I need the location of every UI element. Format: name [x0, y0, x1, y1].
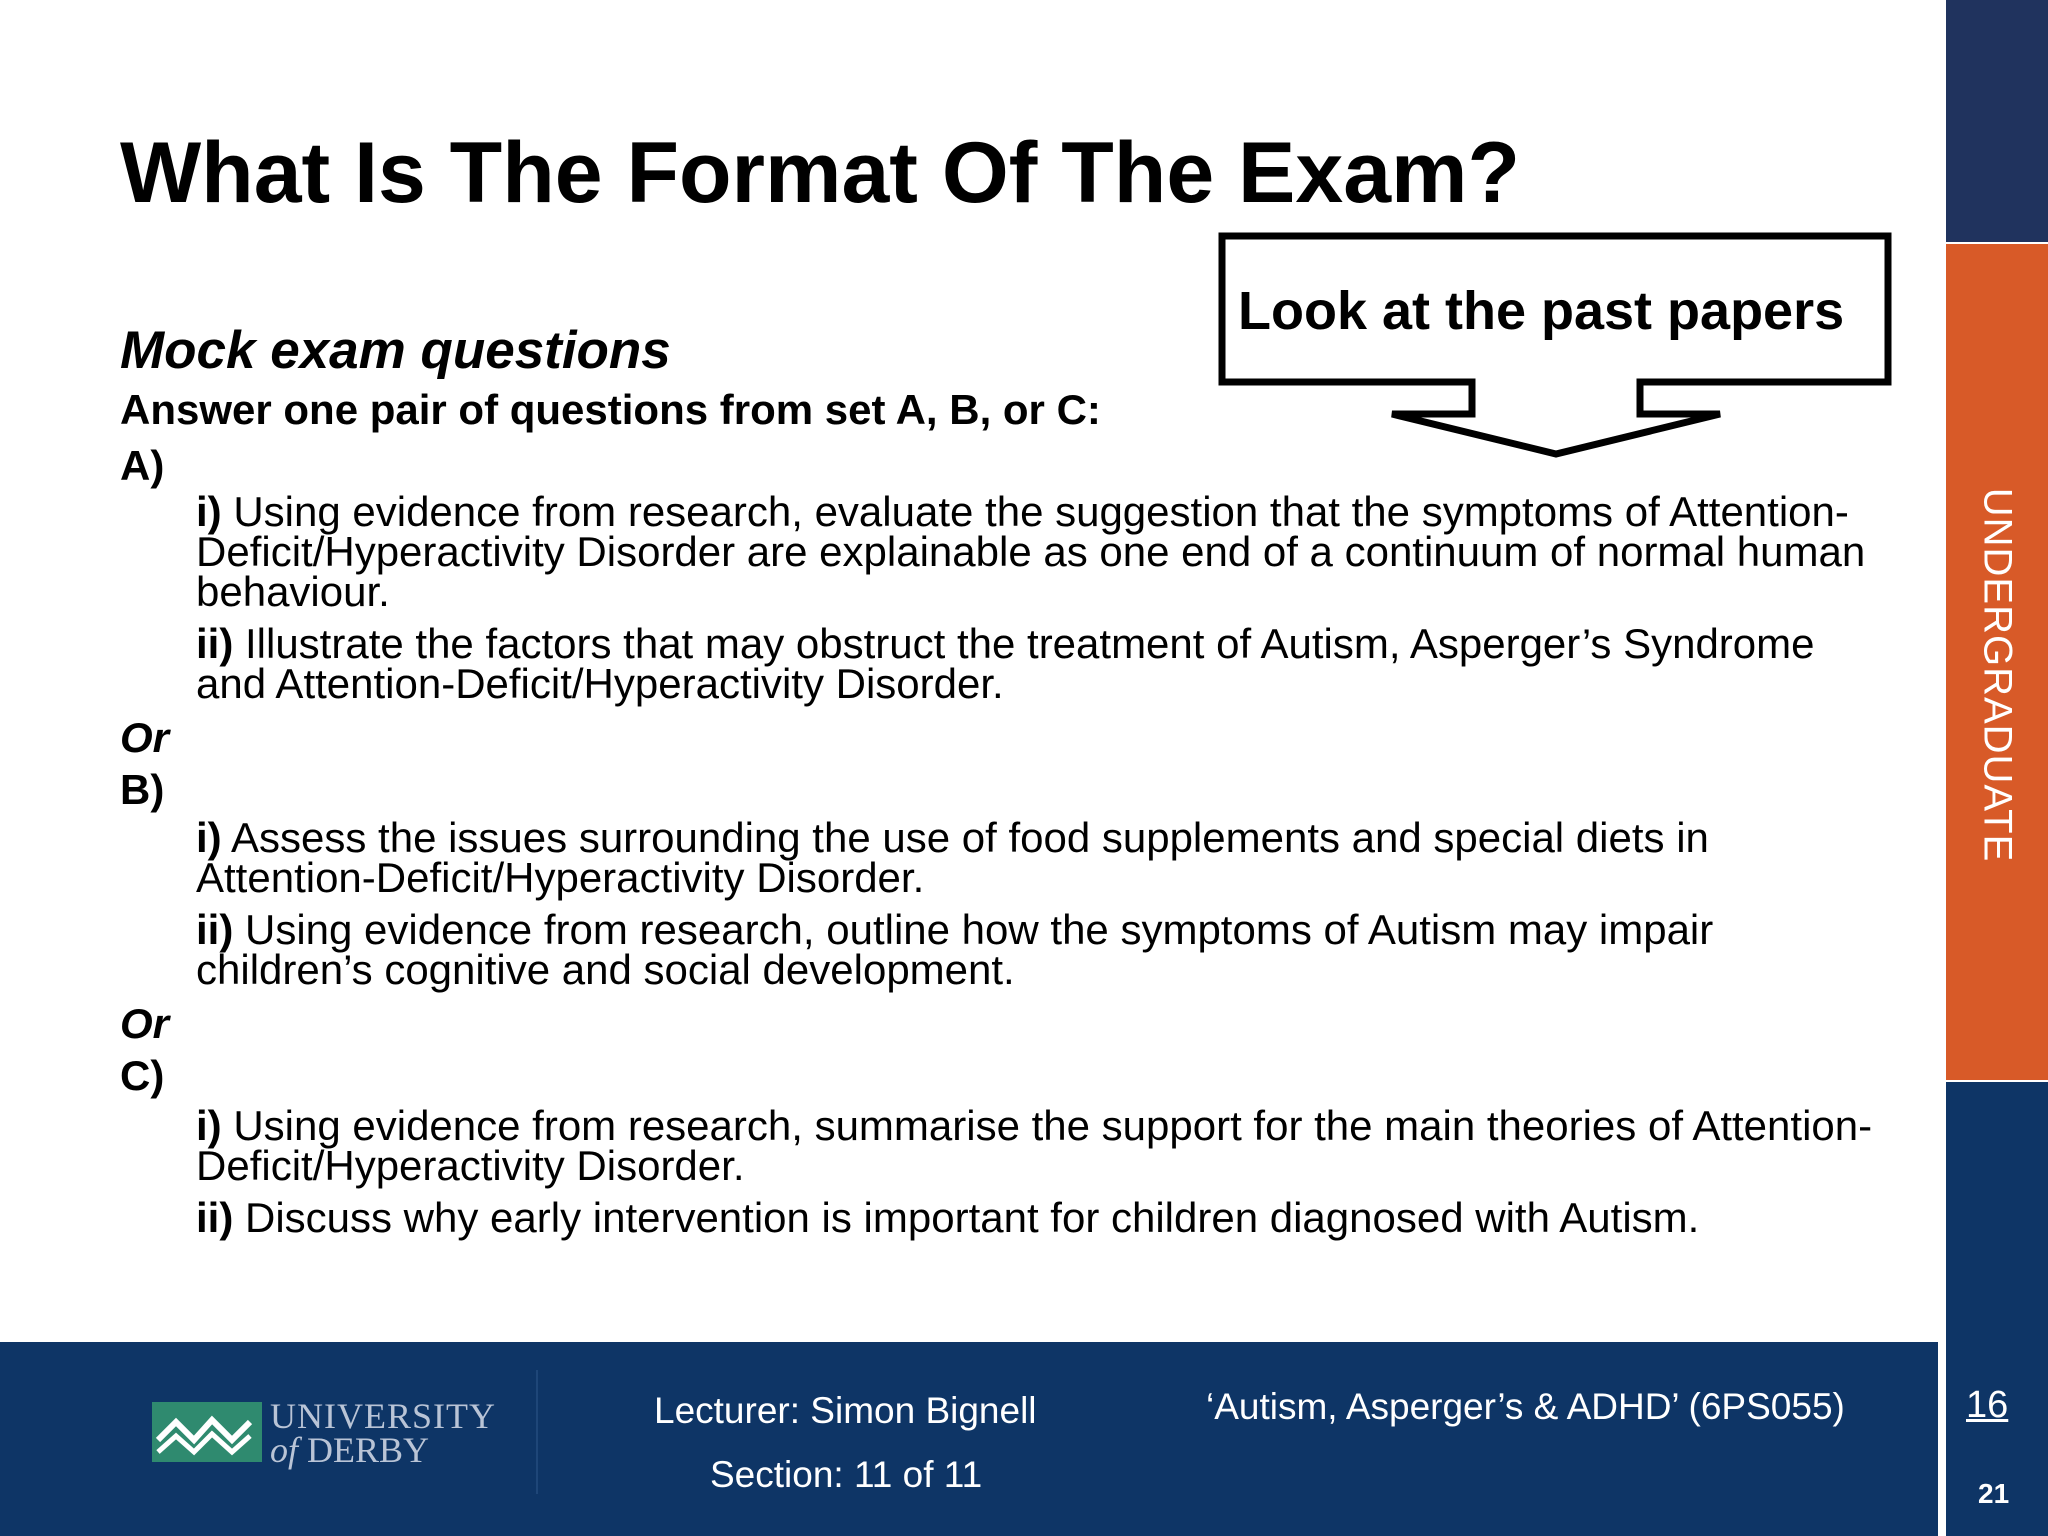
- slide-title: What Is The Format Of The Exam?: [120, 125, 1521, 221]
- question-number: ii): [196, 620, 234, 667]
- set-b-question-2: [196, 906, 1876, 993]
- set-b-question-1: [196, 814, 1876, 901]
- slide-number: 16: [1966, 1384, 2009, 1426]
- or-label-1: Or: [120, 714, 170, 761]
- set-a-question-1: [196, 488, 1876, 615]
- logo-mark-icon: [152, 1402, 262, 1462]
- question-number: i): [196, 814, 222, 861]
- question-number: i): [196, 488, 222, 535]
- course-title: ‘Autism, Asperger’s & ADHD’ (6PS055): [1206, 1386, 1845, 1427]
- logo-wordmark: UNIVERSITY: [270, 1396, 496, 1436]
- question-text: Assess the issues surrounding the use of food supplements and special diets in Attention-Deficit/Hyperactivity Disorder.: [196, 814, 1709, 901]
- university-logo: [120, 1370, 538, 1494]
- question-text: Illustrate the factors that may obstruct the treatment of Autism, Asperger’s Syndrome and Attention-Deficit/Hyperactivity Disorder.: [196, 620, 1815, 707]
- question-text: Using evidence from research, evaluate the suggestion that the symptoms of Attention-Deficit/Hyperactivity Disorder are explainable as one end of a continuum of normal human behaviour.: [196, 488, 1866, 615]
- or-label-2: Or: [120, 1000, 170, 1047]
- section-subtitle: Mock exam questions: [120, 321, 671, 380]
- question-text: Discuss why early intervention is important for children diagnosed with Autism.: [233, 1194, 1700, 1241]
- question-number: i): [196, 1102, 222, 1149]
- section-text: Section: 11 of 11: [710, 1454, 983, 1495]
- question-text: Using evidence from research, outline how the symptoms of Autism may impair children’s cognitive and social development.: [196, 906, 1714, 993]
- set-a-question-2: [196, 620, 1876, 707]
- side-bar-label: UNDERGRADUATE: [1975, 487, 2020, 863]
- instruction-text: Answer one pair of questions from set A, B, or C:: [120, 386, 1101, 433]
- question-number: ii): [196, 1194, 234, 1241]
- callout-arrow-shape: [1218, 232, 1898, 472]
- side-bar-top: [1946, 0, 2048, 242]
- question-text: Using evidence from research, summarise the support for the main theories of Attention-Deficit/Hyperactivity Disorder.: [196, 1102, 1873, 1189]
- lecturer-text: Lecturer: Simon Bignell: [654, 1390, 1037, 1431]
- set-c-label: C): [120, 1052, 165, 1099]
- set-b-label: B): [120, 766, 165, 813]
- question-number: ii): [196, 906, 234, 953]
- side-bar-bottom: [1946, 1082, 2048, 1342]
- page-number: 21: [1978, 1478, 2010, 1509]
- set-c-question-2: [196, 1194, 1876, 1241]
- logo-wordmark-line2: of DERBY: [270, 1430, 430, 1470]
- set-a-label: A): [120, 442, 165, 489]
- callout-text: Look at the past papers: [1238, 281, 1845, 341]
- set-c-question-1: [196, 1102, 1876, 1189]
